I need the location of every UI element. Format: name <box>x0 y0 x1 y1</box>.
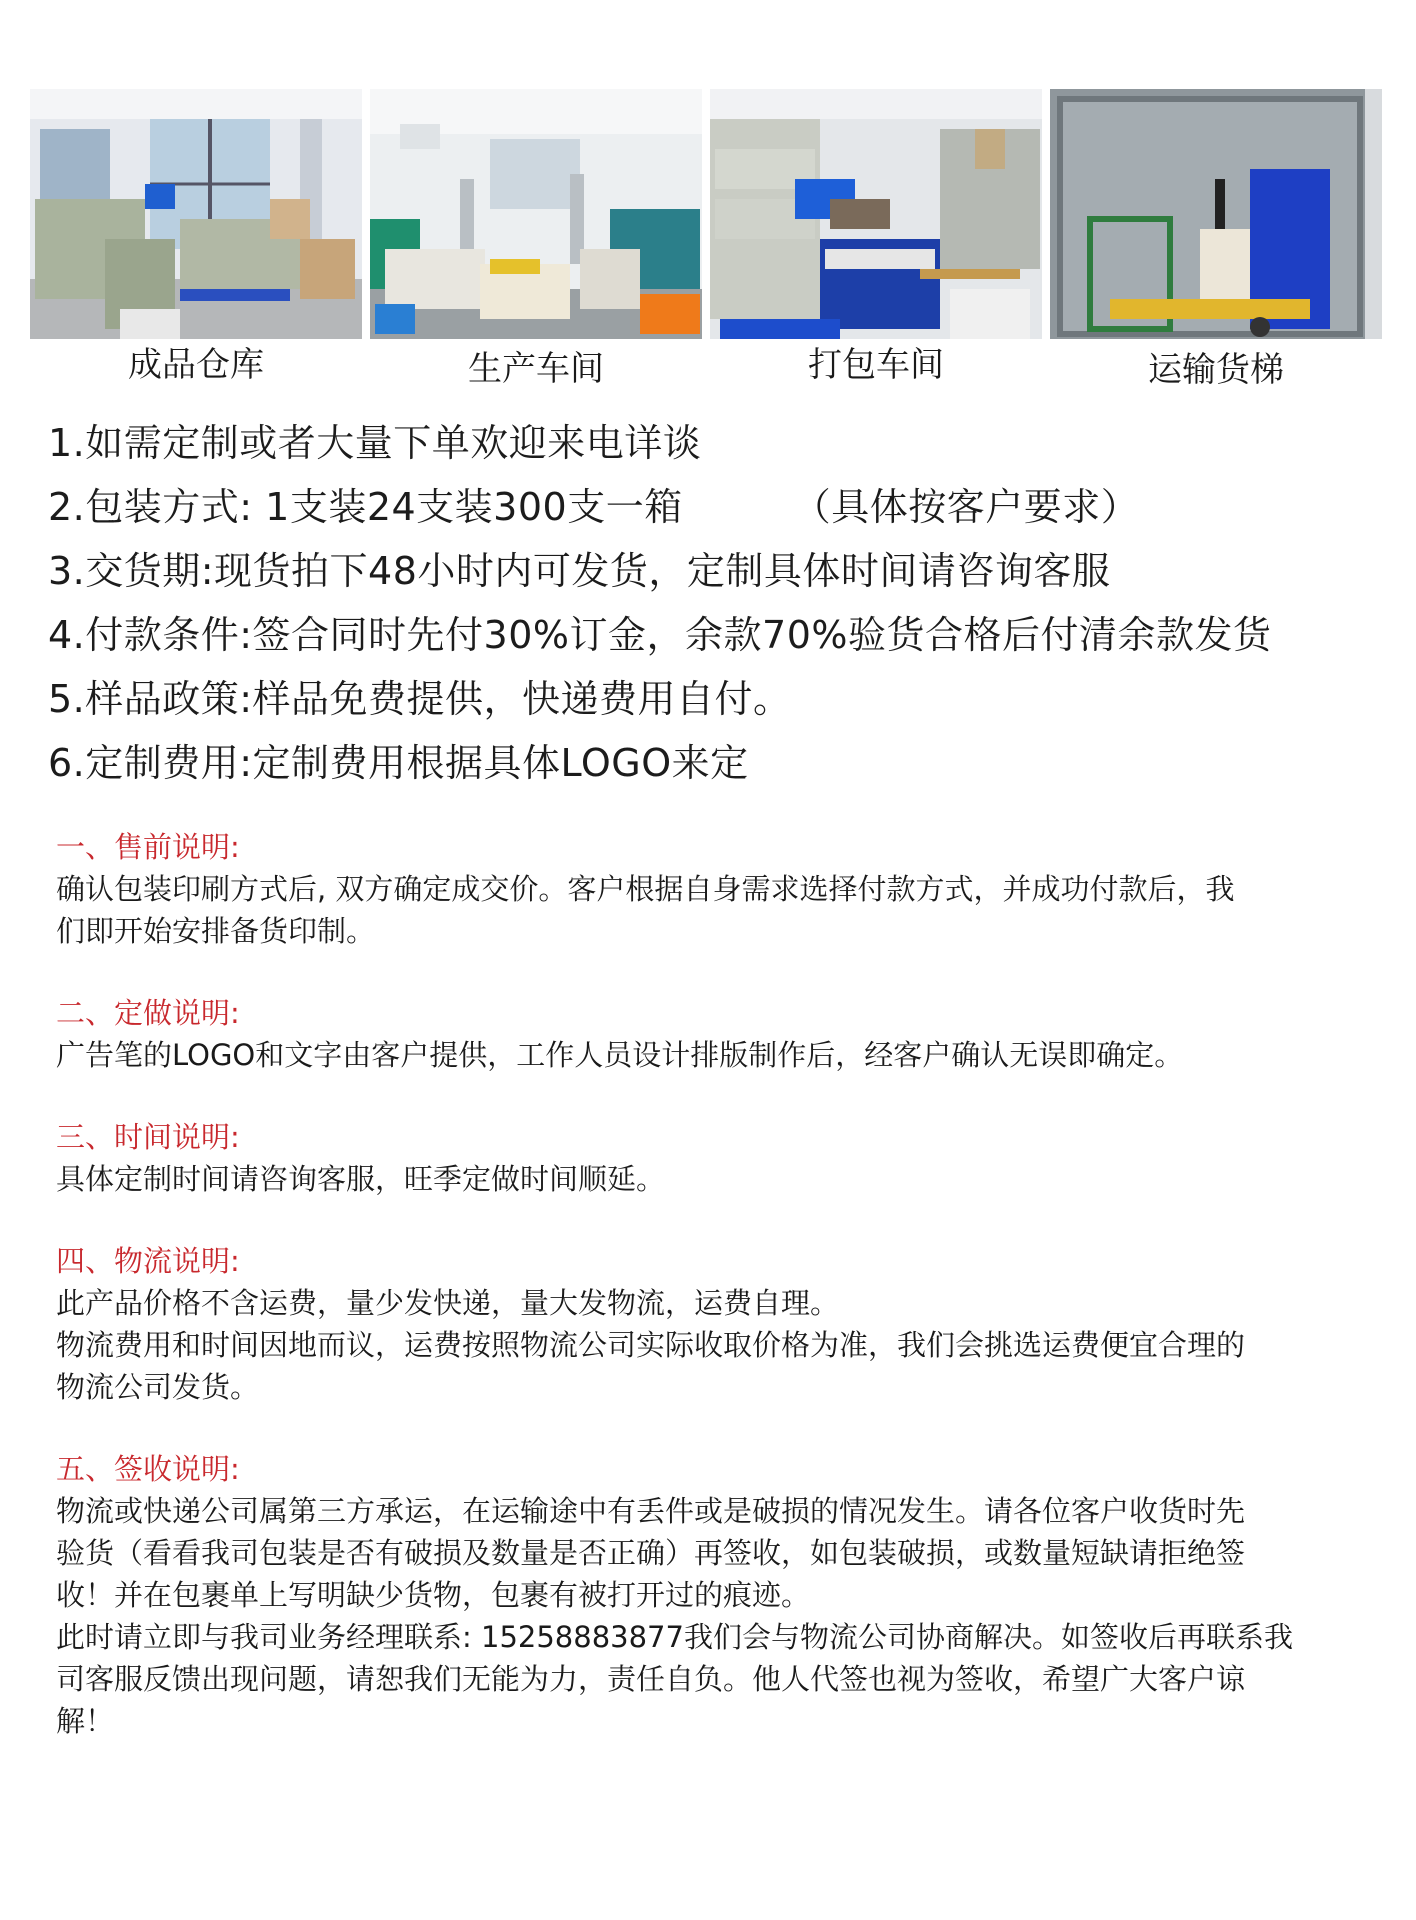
term-item: 2.包装方式: 1支装24支装300支一箱 （具体按客户要求） <box>48 485 1140 529</box>
section-title: 二、定做说明: <box>56 996 240 1030</box>
warehouse-photo <box>30 89 362 339</box>
section-title: 三、时间说明: <box>56 1120 240 1154</box>
photo-caption: 成品仓库 <box>128 345 264 385</box>
workshop-photo <box>370 89 702 339</box>
photo-caption: 生产车间 <box>468 349 604 389</box>
order-terms <box>48 411 1388 795</box>
section-line: 们即开始安排备货印制。 <box>56 914 376 948</box>
term-item: 1.如需定制或者大量下单欢迎来电详谈 <box>48 421 702 465</box>
policy-sections <box>56 826 1386 1782</box>
packing-photo <box>710 89 1042 339</box>
terms-note: （具体按客户要求） <box>792 485 1140 529</box>
section-line: 广告笔的LOGO和文字由客户提供，工作人员设计排版制作后，经客户确认无误即确定。 <box>56 1038 1184 1072</box>
term-item: 5.样品政策:样品免费提供，快递费用自付。 <box>48 677 792 721</box>
term-item: 6.定制费用:定制费用根据具体LOGO来定 <box>48 741 749 785</box>
photo-caption: 运输货梯 <box>1148 350 1284 390</box>
section-line: 确认包装印刷方式后, 双方确定成交价。客户根据自身需求选择付款方式，并成功付款后，我 <box>56 872 1235 906</box>
section-line: 此产品价格不含运费，量少发快递，量大发物流，运费自理。 <box>56 1286 840 1320</box>
section-title: 四、物流说明: <box>56 1244 240 1278</box>
term-item: 3.交货期:现货拍下48小时内可发货，定制具体时间请咨询客服 <box>48 549 1111 593</box>
section-logistics <box>56 1240 1386 1408</box>
section-line: 物流公司发货。 <box>56 1370 260 1404</box>
section-line: 解！ <box>56 1704 115 1738</box>
elevator-photo <box>1050 89 1382 339</box>
section-line: 验货（看看我司包装是否有破损及数量是否正确）再签收，如包装破损，或数量短缺请拒绝签 <box>56 1536 1246 1570</box>
term-item: 4.付款条件:签合同时先付30%订金，余款70%验货合格后付清余款发货 <box>48 613 1272 657</box>
photo-caption: 打包车间 <box>808 345 944 385</box>
section-line: 收！并在包裹单上写明缺少货物，包裹有被打开过的痕迹。 <box>56 1578 811 1612</box>
section-line: 此时请立即与我司业务经理联系: 15258883877我们会与物流公司协商解决。如签收后再联系我 <box>56 1620 1293 1654</box>
section-title: 五、签收说明: <box>56 1452 240 1486</box>
section-receipt <box>56 1448 1386 1742</box>
factory-photos <box>30 89 1386 389</box>
section-presale <box>56 826 1386 952</box>
section-line: 司客服反馈出现问题，请恕我们无能为力，责任自负。他人代签也视为签收，希望广大客户谅 <box>56 1662 1246 1696</box>
section-line: 物流费用和时间因地而议，运费按照物流公司实际收取价格为准，我们会挑选运费便宜合理的 <box>56 1328 1246 1362</box>
section-line: 具体定制时间请咨询客服，旺季定做时间顺延。 <box>56 1162 666 1196</box>
section-time <box>56 1116 1386 1200</box>
section-custom <box>56 992 1386 1076</box>
section-line: 物流或快递公司属第三方承运，在运输途中有丢件或是破损的情况发生。请各位客户收货时先 <box>56 1494 1246 1528</box>
section-title: 一、售前说明: <box>56 830 240 864</box>
